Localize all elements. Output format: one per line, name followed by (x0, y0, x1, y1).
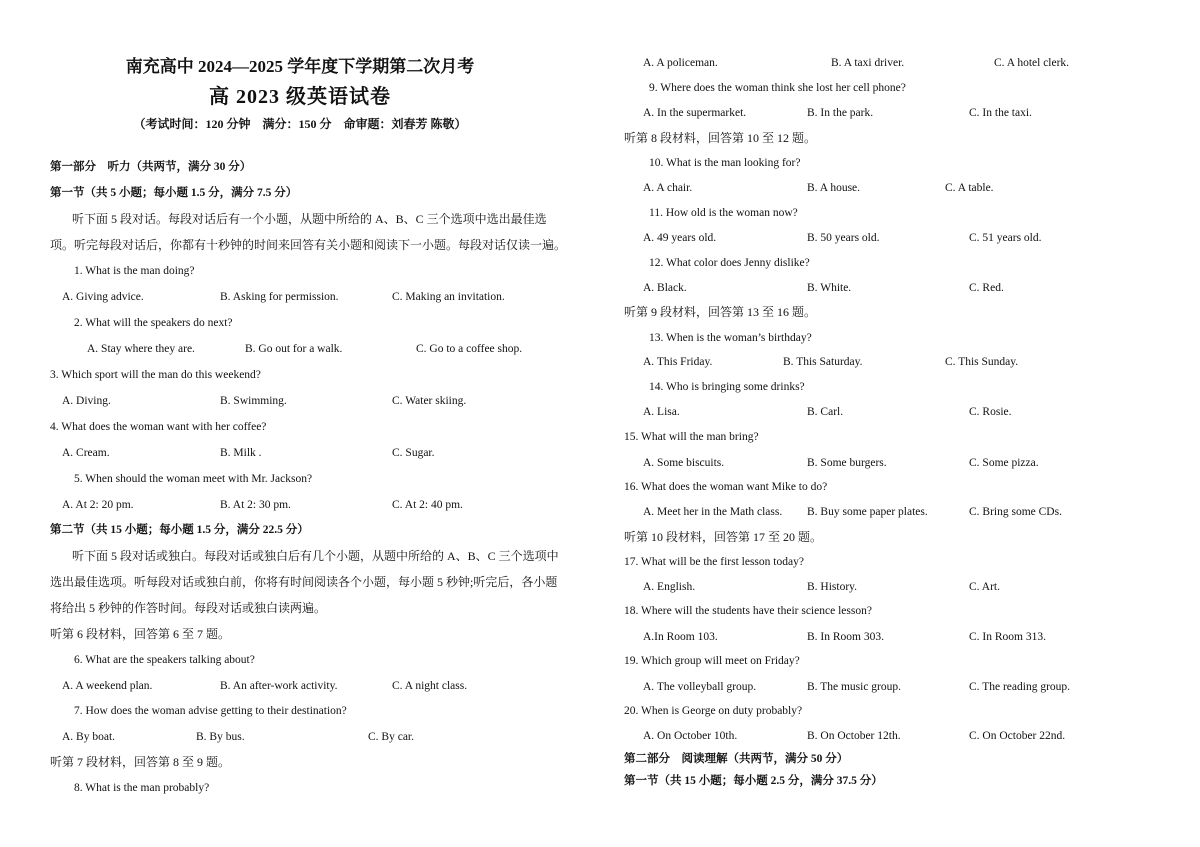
question-8: 8. What is the man probably? (74, 782, 210, 794)
option-a: A. In the supermarket. (643, 107, 747, 119)
option-b: B. A house. (807, 182, 861, 194)
option-c: C. Sugar. (392, 447, 435, 459)
option-c: C. Red. (969, 282, 1004, 294)
option-a: A. Diving. (62, 395, 111, 407)
option-a: A. At 2: 20 pm. (62, 499, 134, 511)
option-a: A. A policeman. (643, 57, 718, 69)
option-c: C. Some pizza. (969, 457, 1039, 469)
option-a: A. Black. (643, 282, 687, 294)
question-4: 4. What does the woman want with her coffee? (50, 421, 267, 433)
option-b: B. An after-work activity. (220, 680, 338, 692)
question-5: 5. When should the woman meet with Mr. Jackson? (74, 473, 313, 485)
question-20: 20. When is George on duty probably? (624, 705, 803, 717)
option-c: C. This Sunday. (945, 356, 1019, 368)
option-a: A. A chair. (643, 182, 693, 194)
instructions-line: 项。听完每段对话后，你都有十秒钟的时间来回答有关小题和阅读下一小题。每段对话仅读一遍。 (50, 238, 567, 252)
option-b: B. In Room 303. (807, 631, 884, 643)
option-c: C. At 2: 40 pm. (392, 499, 463, 511)
option-a: A. Giving advice. (62, 291, 144, 303)
option-b: B. History. (807, 581, 858, 593)
question-13: 13. When is the woman’s birthday? (649, 332, 812, 344)
option-b: B. This Saturday. (783, 356, 863, 368)
option-b: B. Go out for a walk. (245, 343, 343, 355)
option-b: B. Milk . (220, 447, 262, 459)
question-15: 15. What will the man bring? (624, 431, 759, 443)
option-c: C. The reading group. (969, 681, 1071, 693)
option-c: C. On October 22nd. (969, 730, 1066, 742)
option-a: A. Some biscuits. (643, 457, 725, 469)
option-a: A. English. (643, 581, 696, 593)
option-b: B. Swimming. (220, 395, 287, 407)
option-c: C. A table. (945, 182, 994, 194)
option-c: C. Art. (969, 581, 1000, 593)
question-7: 7. How does the woman advise getting to their destination? (74, 705, 347, 717)
option-b: B. Some burgers. (807, 457, 887, 469)
option-c: C. By car. (368, 731, 414, 743)
section-heading: 第一节（共 5 小题；每小题 1.5 分，满分 7.5 分） (50, 187, 298, 199)
option-a: A. Meet her in the Math class. (643, 506, 783, 518)
question-6: 6. What are the speakers talking about? (74, 654, 255, 666)
option-b: B. On October 12th. (807, 730, 901, 742)
question-19: 19. Which group will meet on Friday? (624, 655, 800, 667)
question-12: 12. What color does Jenny dislike? (649, 257, 810, 269)
option-b: B. Buy some paper plates. (807, 506, 928, 518)
instructions-line: 选出最佳选项。听每段对话或独白前，你将有时间阅读各个小题，每小题 5 秒钟;听完后，各小题 (50, 575, 558, 589)
question-3: 3. Which sport will the man do this weekend? (50, 369, 261, 381)
option-c: C. Rosie. (969, 406, 1012, 418)
question-11: 11. How old is the woman now? (649, 207, 798, 219)
option-b: B. 50 years old. (807, 232, 880, 244)
question-16: 16. What does the woman want Mike to do? (624, 481, 828, 493)
question-10: 10. What is the man looking for? (649, 157, 801, 169)
material-heading: 听第 6 段材料，回答第 6 至 7 题。 (50, 627, 231, 641)
part-heading: 第二部分 阅读理解（共两节，满分 50 分） (624, 753, 849, 765)
option-c: C. 51 years old. (969, 232, 1042, 244)
exam-school-title: 南充高中 2024—2025 学年度下学期第二次月考 (125, 57, 475, 76)
option-c: C. Go to a coffee shop. (416, 343, 523, 355)
option-b: B. A taxi driver. (831, 57, 905, 69)
option-b: B. By bus. (196, 731, 245, 743)
question-1: 1. What is the man doing? (74, 265, 195, 277)
question-17: 17. What will be the first lesson today? (624, 556, 804, 568)
option-a: A. A weekend plan. (62, 680, 153, 692)
option-a: A.In Room 103. (643, 631, 718, 643)
question-14: 14. Who is bringing some drinks? (649, 381, 805, 393)
option-c: C. Making an invitation. (392, 291, 505, 303)
option-c: C. Bring some CDs. (969, 506, 1062, 518)
option-c: C. A hotel clerk. (994, 57, 1070, 69)
option-b: B. Asking for permission. (220, 291, 339, 303)
material-heading: 听第 10 段材料，回答第 17 至 20 题。 (624, 530, 823, 544)
option-b: B. Carl. (807, 406, 844, 418)
material-heading: 听第 7 段材料，回答第 8 至 9 题。 (50, 755, 231, 769)
instructions-line: 将给出 5 秒钟的作答时间。每段对话或独白读两遍。 (50, 601, 327, 615)
option-a: A. This Friday. (643, 356, 713, 368)
option-c: C. Water skiing. (392, 395, 467, 407)
option-c: C. In the taxi. (969, 107, 1032, 119)
question-18: 18. Where will the students have their science lesson? (624, 605, 872, 617)
option-a: A. Cream. (62, 447, 110, 459)
option-c: C. In Room 313. (969, 631, 1046, 643)
option-a: A. Lisa. (643, 406, 680, 418)
exam-info-subtitle: （考试时间：120 分钟 满分：150 分 命审题：刘春芳 陈敬） (133, 117, 467, 131)
option-b: B. The music group. (807, 681, 902, 693)
section-heading: 第二节（共 15 小题；每小题 1.5 分，满分 22.5 分） (50, 524, 309, 536)
part-heading: 第一部分 听力（共两节，满分 30 分） (50, 161, 252, 173)
exam-paper-title: 高 2023 级英语试卷 (209, 86, 391, 108)
option-b: B. In the park. (807, 107, 874, 119)
option-a: A. Stay where they are. (87, 343, 195, 355)
option-a: A. On October 10th. (643, 730, 738, 742)
instructions-line: 听下面 5 段对话或独白。每段对话或独白后有几个小题，从题中所给的 A、B、C 三个选项中 (72, 549, 559, 563)
option-c: C. A night class. (392, 680, 468, 692)
question-9: 9. Where does the woman think she lost her cell phone? (649, 82, 906, 94)
option-a: A. The volleyball group. (643, 681, 757, 693)
instructions-line: 听下面 5 段对话。每段对话后有一个小题，从题中所给的 A、B、C 三个选项中选出最佳选 (72, 212, 547, 226)
section-heading: 第一节（共 15 小题；每小题 2.5 分，满分 37.5 分） (624, 775, 883, 787)
material-heading: 听第 8 段材料，回答第 10 至 12 题。 (624, 131, 817, 145)
material-heading: 听第 9 段材料，回答第 13 至 16 题。 (624, 305, 817, 319)
option-a: A. 49 years old. (643, 232, 717, 244)
option-b: B. White. (807, 282, 852, 294)
question-2: 2. What will the speakers do next? (74, 317, 233, 329)
option-b: B. At 2: 30 pm. (220, 499, 291, 511)
option-a: A. By boat. (62, 731, 116, 743)
